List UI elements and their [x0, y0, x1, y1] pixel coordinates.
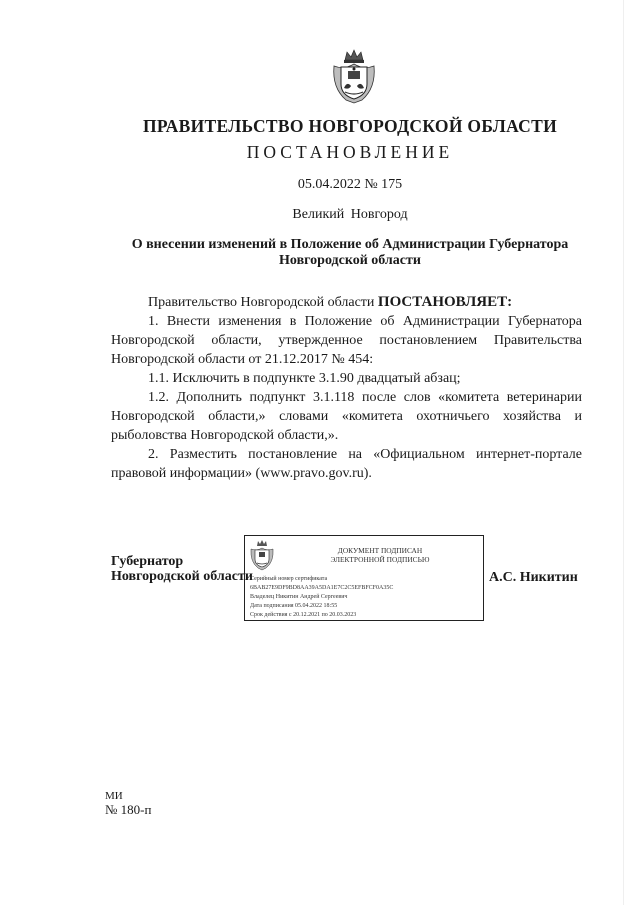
item-2: 2. Разместить постановление на «Официальном интернет-портале правовой информации» (www.pravo.gov.ru). — [111, 447, 582, 481]
stamp-coat-of-arms-icon — [249, 539, 275, 571]
coat-of-arms-icon — [330, 48, 378, 104]
item-1: 1. Внести изменения в Положение об Администрации Губернатора Новгородской области, утвержденное постановлением Правительства Новгородской области от 21.12.2017 № 454: — [111, 314, 582, 367]
executor-initials: МИ — [105, 790, 123, 802]
signer-position-line1: Губернатор — [111, 554, 184, 569]
stamp-cert-label: Серийный номер сертификата — [250, 576, 328, 582]
stamp-header — [285, 546, 475, 564]
document-date-number: 05.04.2022 № 175 — [297, 177, 403, 192]
stamp-cert-serial: 6BAB27E9DF9BD8AA39A5DA1E7C2C5EFBFCF0A35C — [250, 585, 394, 591]
preamble-text: Правительство Новгородской области — [148, 295, 378, 310]
registration-number: № 180-п — [105, 802, 152, 817]
stamp-header-line2: ЭЛЕКТРОННОЙ ПОДПИСЬЮ — [330, 555, 430, 564]
stamp-details — [250, 575, 482, 620]
stamp-validity: Срок действия с 20.12.2021 по 20.03.2023 — [250, 612, 357, 618]
electronic-signature-stamp — [244, 535, 484, 621]
signer-position — [111, 554, 253, 584]
document-city: Великий Новгород — [292, 207, 408, 222]
preamble — [111, 293, 582, 312]
signer-position-line2: Новгородской области — [111, 569, 253, 584]
government-title: ПРАВИТЕЛЬСТВО НОВГОРОДСКОЙ ОБЛАСТИ — [143, 116, 557, 136]
item-1-1: 1.1. Исключить в подпункте 3.1.90 двадцатый абзац; — [148, 371, 461, 386]
document-type: ПОСТАНОВЛЕНИЕ — [246, 142, 454, 162]
stamp-header-line1: ДОКУМЕНТ ПОДПИСАН — [337, 546, 423, 555]
item-1-2: 1.2. Дополнить подпункт 3.1.118 после слов «комитета ветеринарии Новгородской области,» словами «комитета охотничьего хозяйства и рыболовства Новгородской области,». — [111, 390, 582, 443]
document-body — [111, 293, 582, 483]
preamble-decree-word: ПОСТАНОВЛЯЕТ: — [377, 294, 513, 310]
signer-name: А.С. Никитин — [489, 570, 578, 585]
stamp-signed-date: Дата подписания 05.04.2022 18:55 — [250, 603, 338, 609]
document-subject: О внесении изменений в Положение об Администрации Губернатора Новгородской области — [131, 237, 569, 268]
document-footer — [105, 790, 151, 816]
stamp-owner: Владелец Никитин Андрей Сергеевич — [250, 594, 348, 600]
